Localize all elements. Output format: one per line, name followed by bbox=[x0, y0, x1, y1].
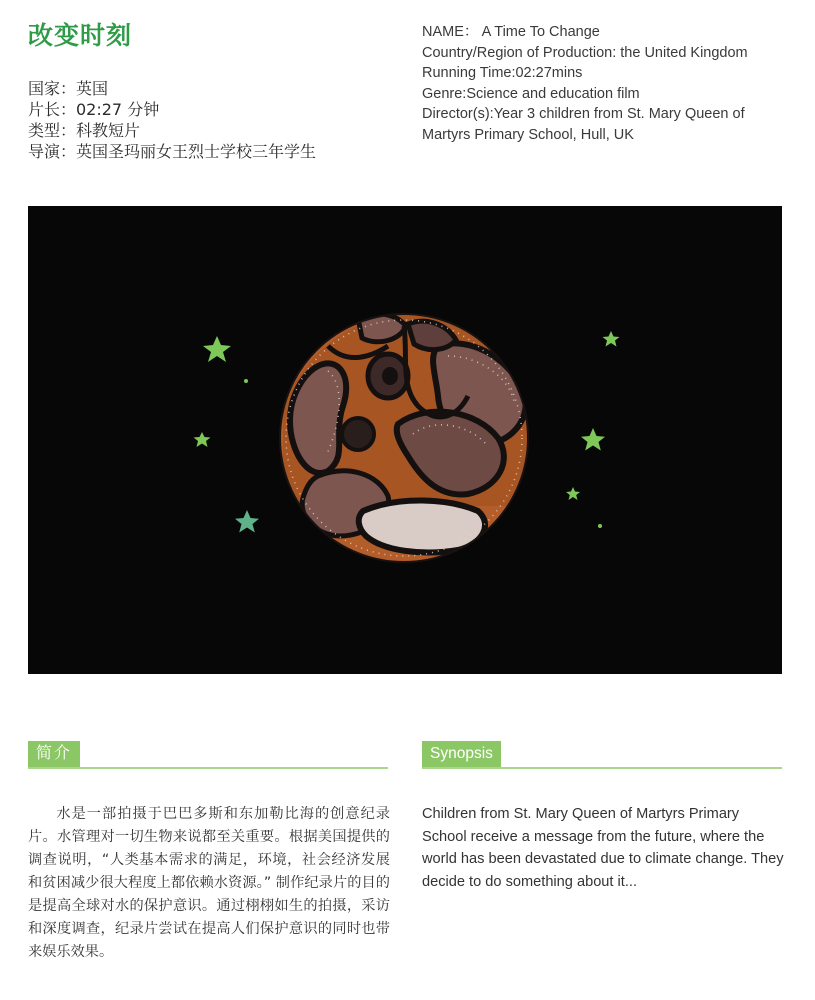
synopsis-section-header-en bbox=[422, 741, 782, 769]
synopsis-heading-en: Synopsis bbox=[422, 741, 501, 767]
intro-text-cn: 水是一部拍摄于巴巴多斯和东加勒比海的创意纪录片。水管理对一切生物来说都至关重要。根据美国提供的调查说明，“人类基本需求的满足，环境，社会经济发展和贫困减少很大程度上都依赖水资源。” 制作纪录片的目的是提高全球对水的保护意识。通过栩栩如生的拍摄，采访和深度调查，纪录片尝试在提高人们保护意识的同时也带来娱乐效果。 bbox=[28, 806, 390, 960]
meta-director-cn: 导演：英国圣玛丽女王烈士学校三年学生 bbox=[28, 142, 317, 161]
star-icon bbox=[598, 524, 602, 528]
section-divider bbox=[422, 767, 782, 769]
meta-country-en: Country/Region of Production: the United Kingdom bbox=[422, 44, 748, 61]
film-still-image bbox=[28, 206, 782, 674]
star-icon bbox=[244, 379, 248, 383]
film-title-cn: 改变时刻 bbox=[28, 21, 133, 50]
meta-name-en: NAME： A Time To Change bbox=[422, 24, 600, 40]
meta-length-cn: 片长：02:27 分钟 bbox=[28, 100, 160, 119]
film-meta-en bbox=[422, 22, 782, 145]
section-divider bbox=[28, 767, 388, 769]
synopsis-text-en: Children from St. Mary Queen of Martyrs Primary School receive a message from the future, where the world has been devastated due to climate change. They decide to do something about it... bbox=[422, 806, 784, 890]
meta-type-cn: 类型：科教短片 bbox=[28, 121, 141, 140]
meta-running-time-en: Running Time:02:27mins bbox=[422, 65, 583, 81]
meta-director-en: Director(s):Year 3 children from St. Mary Queen of Martyrs Primary School, Hull, UK bbox=[422, 106, 745, 143]
intro-section-header-cn bbox=[28, 741, 388, 769]
intro-heading-cn: 简介 bbox=[28, 741, 80, 767]
planet-illustration bbox=[280, 314, 528, 562]
meta-genre-en: Genre:Science and education film bbox=[422, 85, 640, 102]
meta-country-cn: 国家：英国 bbox=[28, 79, 109, 98]
film-meta-cn bbox=[28, 78, 398, 162]
